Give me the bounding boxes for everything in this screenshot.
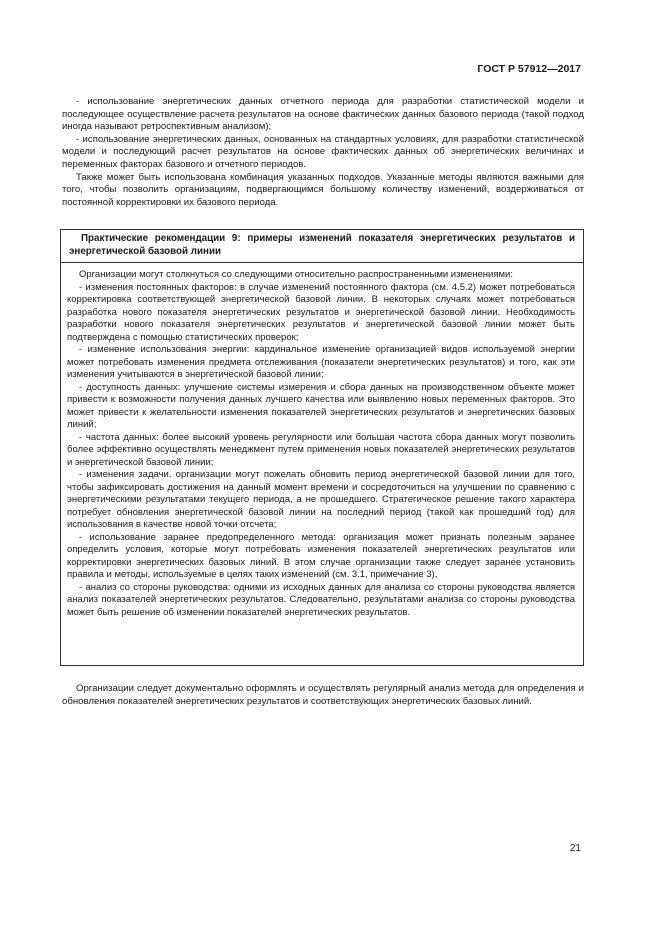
- recommendation-paragraph: - использование заранее предопределенного метода: организация может признать полезным заранее определить условия, которые могут потребовать изменения показателей энергетических результатов или корректировки энергетических базовых линий. В этом случае организации также следует заранее установить правила и методы, используемые в целях таких изменений (см. 3.1, примечание 3),: [67, 531, 575, 580]
- standard-designation: ГОСТ Р 57912—2017: [477, 63, 581, 75]
- recommendation-paragraph: - изменения задачи. организации могут пожелать обновить период энергетической базовой линии для того, чтобы зафиксировать достижения на данный момент времени и сосредоточиться на улучшении по сравнению с энергетическими результатами текущего периода, а не прошедшего. Стратегическое решение такого характера потребует обновления энергетической базовой линии на последний период (такой как прошедший год) для использования в качестве новой точки отсчета;: [67, 469, 575, 530]
- intro-paragraph: - использование энергетических данных, основанных на стандартных условиях, для разработки статистической модели и последующий расчет результатов на основе фактических данных об энергетических величинах и переменных факторах базового и отчетного периодов.: [62, 133, 584, 170]
- intro-section: [62, 96, 584, 209]
- intro-paragraph: Также может быть использована комбинация указанных подходов. Указанные методы являются важными для того, чтобы позволить организациям, подвергающимся большому количеству изменений, воздерживаться от постоянной корректировки их базового периода.: [62, 171, 584, 208]
- recommendation-paragraph: - изменения постоянных факторов: в случае изменений постоянного фактора (см. 4.5.2) может потребоваться корректировка соответствующей энергетической базовой линии. В некоторых случаях может потребоваться разработка нового показателя энергетических результатов и энергетической базовой линии. Необходимость разработки нового показателя энергетических результатов и энергетической базовой линии может быть подтверждена с помощью статистических проверок;: [67, 281, 575, 343]
- recommendation-paragraph: - изменение использования энергии: кардинальное изменение организацией видов используемой энергии может потребовать изменения предмета отслеживания (показатели энергетических результатов) и того, как эти изменения учитываются в энергетической базовой линии;: [67, 344, 575, 380]
- recommendation-paragraph: - анализ со стороны руководства: одними из исходных данных для анализа со стороны руководства является анализ показателей энергетических результатов. Следовательно, результатами анализа со стороны руководства может быть решение об изменении показателей энергетических результатов.: [67, 581, 575, 618]
- recommendation-paragraph: - частота данных: более высокий уровень регулярности или большая частота сбора данных могут позволить более эффективно осуществлять менеджмент путем применения новых показателей энергетических результатов и энергетической базовой линии;: [67, 431, 575, 468]
- page-number: 21: [569, 843, 581, 854]
- recommendation-paragraph: - доступность данных: улучшение системы измерения и сбора данных на производственном объекте может привести к возможности получения данных лучшего качества или выявлению новых переменных факторов. Это может привести к желательности изменения показателей энергетических результатов и энергетических базовых линий;: [67, 381, 575, 430]
- closing-paragraph: Организации следует документально оформлять и осуществлять регулярный анализ метода для определения и обновления показателей энергетических результатов и соответствующих энергетических базовых линий.: [62, 683, 584, 707]
- recommendation-body: [61, 263, 583, 619]
- recommendation-box: [60, 229, 584, 666]
- intro-paragraph: - использование энергетических данных отчетного периода для разработки статистической модели и последующее осуществление расчета результатов на основе фактических данных базового периода (такой подход иногда называют ретроспективным анализом);: [62, 96, 584, 133]
- recommendation-paragraph: Организации могут столкнуться со следующими относительно распространенными изменениями:: [79, 269, 513, 280]
- closing-section: [62, 683, 584, 708]
- recommendation-title: Практические рекомендации 9: примеры изменений показателя энергетических результатов и энергетической базовой линии: [61, 230, 583, 263]
